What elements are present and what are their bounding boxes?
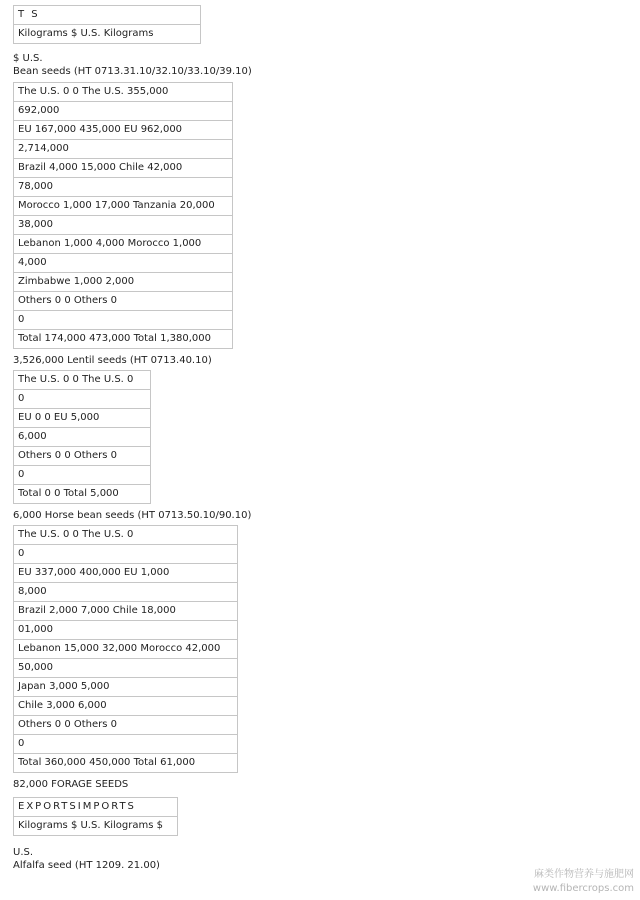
table-row (14, 583, 238, 602)
table-row (14, 159, 233, 178)
table-cell: 692,000 (14, 102, 233, 121)
header-table (13, 5, 201, 44)
table-cell: Japan 3,000 5,000 (14, 678, 238, 697)
table-row (14, 121, 233, 140)
forage-seeds-heading: 82,000 FORAGE SEEDS (13, 779, 129, 790)
document (13, 0, 613, 872)
table-cell: 6,000 (14, 428, 151, 447)
table-cell: Lebanon 15,000 32,000 Morocco 42,000 (14, 640, 238, 659)
table-cell: Total 360,000 450,000 Total 61,000 (14, 754, 238, 773)
table-cell: The U.S. 0 0 The U.S. 355,000 (14, 83, 233, 102)
watermark-url: www.fibercrops.com (532, 883, 634, 894)
table-row (14, 254, 233, 273)
table-cell: Brazil 4,000 15,000 Chile 42,000 (14, 159, 233, 178)
table-cell: 0 (14, 466, 151, 485)
table-row (14, 564, 238, 583)
table-cell: Kilograms $ U.S. Kilograms (14, 25, 201, 44)
table-cell: T S (14, 6, 201, 25)
table-cell: Total 0 0 Total 5,000 (14, 485, 151, 504)
table-row (14, 216, 233, 235)
horse-bean-seeds-table (13, 525, 238, 773)
horse-bean-seeds-heading: 6,000 Horse bean seeds (HT 0713.50.10/90.10) (13, 510, 252, 521)
table-row (14, 197, 233, 216)
table-row (14, 273, 233, 292)
table-cell: 0 (14, 735, 238, 754)
table-row (14, 545, 238, 564)
table-cell: Others 0 0 Others 0 (14, 447, 151, 466)
watermark-title: 麻类作物营养与施肥网 (534, 869, 634, 880)
currency-label: $ U.S. (13, 53, 43, 64)
table-cell: 2,714,000 (14, 140, 233, 159)
table-cell: Chile 3,000 6,000 (14, 697, 238, 716)
table-row (14, 735, 238, 754)
table-row (14, 466, 151, 485)
table-cell: The U.S. 0 0 The U.S. 0 (14, 526, 238, 545)
table-row (14, 102, 233, 121)
table-cell: 8,000 (14, 583, 238, 602)
table-row (14, 485, 151, 504)
site-watermark (533, 868, 634, 896)
table-cell: EU 337,000 400,000 EU 1,000 (14, 564, 238, 583)
table-cell: 0 (14, 545, 238, 564)
table-cell: Morocco 1,000 17,000 Tanzania 20,000 (14, 197, 233, 216)
table-row (14, 798, 178, 817)
table-row (14, 25, 201, 44)
table-cell: Others 0 0 Others 0 (14, 292, 233, 311)
table-cell: 0 (14, 390, 151, 409)
table-row (14, 817, 178, 836)
table-cell: EU 0 0 EU 5,000 (14, 409, 151, 428)
table-row (14, 409, 151, 428)
table-cell: 50,000 (14, 659, 238, 678)
lentil-seeds-heading: 3,526,000 Lentil seeds (HT 0713.40.10) (13, 355, 212, 366)
table-row (14, 6, 201, 25)
table-cell: 4,000 (14, 254, 233, 273)
table-cell: Others 0 0 Others 0 (14, 716, 238, 735)
table-cell: Lebanon 1,000 4,000 Morocco 1,000 (14, 235, 233, 254)
table-row (14, 311, 233, 330)
table-row (14, 697, 238, 716)
table-cell: Brazil 2,000 7,000 Chile 18,000 (14, 602, 238, 621)
table-row (14, 140, 233, 159)
table-row (14, 678, 238, 697)
bean-seeds-heading: Bean seeds (HT 0713.31.10/32.10/33.10/39.10) (13, 66, 252, 77)
forage-seeds-table (13, 797, 178, 836)
table-row (14, 602, 238, 621)
table-row (14, 754, 238, 773)
table-cell: EU 167,000 435,000 EU 962,000 (14, 121, 233, 140)
table-row (14, 526, 238, 545)
table-cell: The U.S. 0 0 The U.S. 0 (14, 371, 151, 390)
table-row (14, 716, 238, 735)
footer-currency-label: U.S. (13, 847, 34, 858)
table-row (14, 640, 238, 659)
table-cell: 01,000 (14, 621, 238, 640)
table-row (14, 621, 238, 640)
table-row (14, 390, 151, 409)
table-cell: EXPORTSIMPORTS (14, 798, 178, 817)
table-row (14, 447, 151, 466)
table-row (14, 330, 233, 349)
table-cell: Kilograms $ U.S. Kilograms $ (14, 817, 178, 836)
table-row (14, 178, 233, 197)
table-row (14, 83, 233, 102)
table-cell: Total 174,000 473,000 Total 1,380,000 (14, 330, 233, 349)
table-row (14, 659, 238, 678)
table-row (14, 428, 151, 447)
bean-seeds-table (13, 82, 233, 349)
lentil-seeds-table (13, 370, 151, 504)
table-row (14, 235, 233, 254)
table-row (14, 371, 151, 390)
table-cell: 0 (14, 311, 233, 330)
alfalfa-seed-heading: Alfalfa seed (HT 1209. 21.00) (13, 860, 160, 871)
table-cell: 78,000 (14, 178, 233, 197)
table-cell: 38,000 (14, 216, 233, 235)
table-row (14, 292, 233, 311)
table-cell: Zimbabwe 1,000 2,000 (14, 273, 233, 292)
